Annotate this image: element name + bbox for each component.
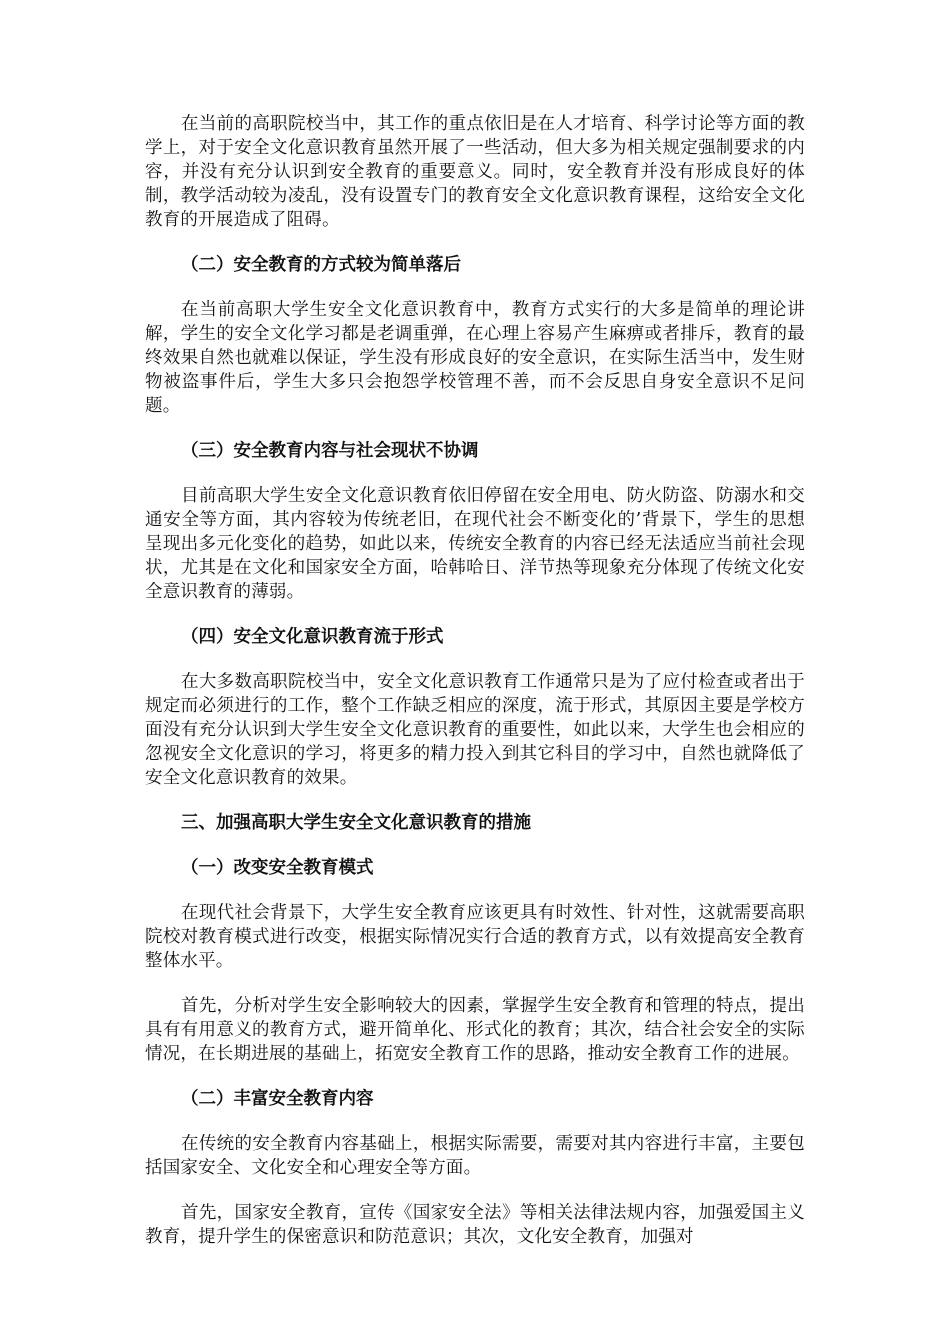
heading-content-mismatch: （三）安全教育内容与社会现状不协调 bbox=[181, 441, 479, 461]
document-page bbox=[145, 112, 805, 1270]
paragraph-method-simple: 在当前高职大学生安全文化意识教育中，教育方式实行的大多是简单的理论讲解，学生的安全文化学习都是老调重弹，在心理上容易产生麻痹或者排斥，教育的最终效果自然也就难以保证，学生没有形成良好的安全意识，在实际生活当中，发生财物被盗事件后，学生大多只会抱怨学校管理不善，而不会反思自身安全意识不足问题。 bbox=[145, 300, 805, 416]
paragraph-formalism: 在大多数高职院校当中，安全文化意识教育工作通常只是为了应付检查或者出于规定而必须进行的工作，整个工作缺乏相应的深度，流于形式，其原因主要是学校方面没有充分认识到大学生安全文化意识教育的重要性，如此以来，大学生也会相应的忽视安全文化意识的学习，将更多的精力投入到其它科目的学习中，自然也就降低了安全文化意识教育的效果。 bbox=[145, 672, 805, 788]
heading-section-three: 三、加强高职大学生安全文化意识教育的措施 bbox=[181, 813, 531, 833]
heading-enrich-content: （二）丰富安全教育内容 bbox=[181, 1089, 374, 1109]
paragraph-first-analyze: 首先，分析对学生安全影响较大的因素，掌握学生安全教育和管理的特点，提出具有有用意义的教育方式，避开简单化、形式化的教育；其次，结合社会安全的实际情况，在长期进展的基础上，拓宽安全教育工作的思路，推动安全教育工作的进展。 bbox=[145, 996, 805, 1064]
heading-method-simple: （二）安全教育的方式较为简单落后 bbox=[181, 255, 461, 275]
paragraph-teaching-focus: 在当前的高职院校当中，其工作的重点依旧是在人才培育、科学讨论等方面的教学上，对于安全文化意识教育虽然开展了一些活动，但大多为相关规定强制要求的内容，并没有充分认识到安全教育的重要意义。同时，安全教育并没有形成良好的体制，教学活动较为凌乱，没有设置专门的教育安全文化意识教育课程，这给安全文化教育的开展造成了阻碍。 bbox=[145, 114, 805, 230]
paragraph-content-mismatch: 目前高职大学生安全文化意识教育依旧停留在安全用电、防火防盗、防溺水和交通安全等方面，其内容较为传统老旧，在现代社会不断变化的’背景下，学生的思想呈现出多元化变化的趋势，如此以来，传统安全教育的内容已经无法适应当前社会现状，尤其是在文化和国家安全方面，哈韩哈日、洋节热等现象充分体现了传统文化安全意识教育的薄弱。 bbox=[145, 486, 805, 602]
paragraph-enrich-content: 在传统的安全教育内容基础上，根据实际需要，需要对其内容进行丰富，主要包括国家安全、文化安全和心理安全等方面。 bbox=[145, 1134, 805, 1178]
paragraph-change-model: 在现代社会背景下，大学生安全教育应该更具有时效性、针对性，这就需要高职院校对教育模式进行改变，根据实际情况实行合适的教育方式，以有效提高安全教育整体水平。 bbox=[145, 903, 805, 971]
heading-change-model: （一）改变安全教育模式 bbox=[181, 858, 374, 878]
paragraph-national-security: 首先，国家安全教育，宣传《国家安全法》等相关法律法规内容，加强爱国主义教育，提升学生的保密意识和防范意识；其次，文化安全教育，加强对 bbox=[145, 1203, 805, 1247]
heading-formalism: （四）安全文化意识教育流于形式 bbox=[181, 627, 444, 647]
